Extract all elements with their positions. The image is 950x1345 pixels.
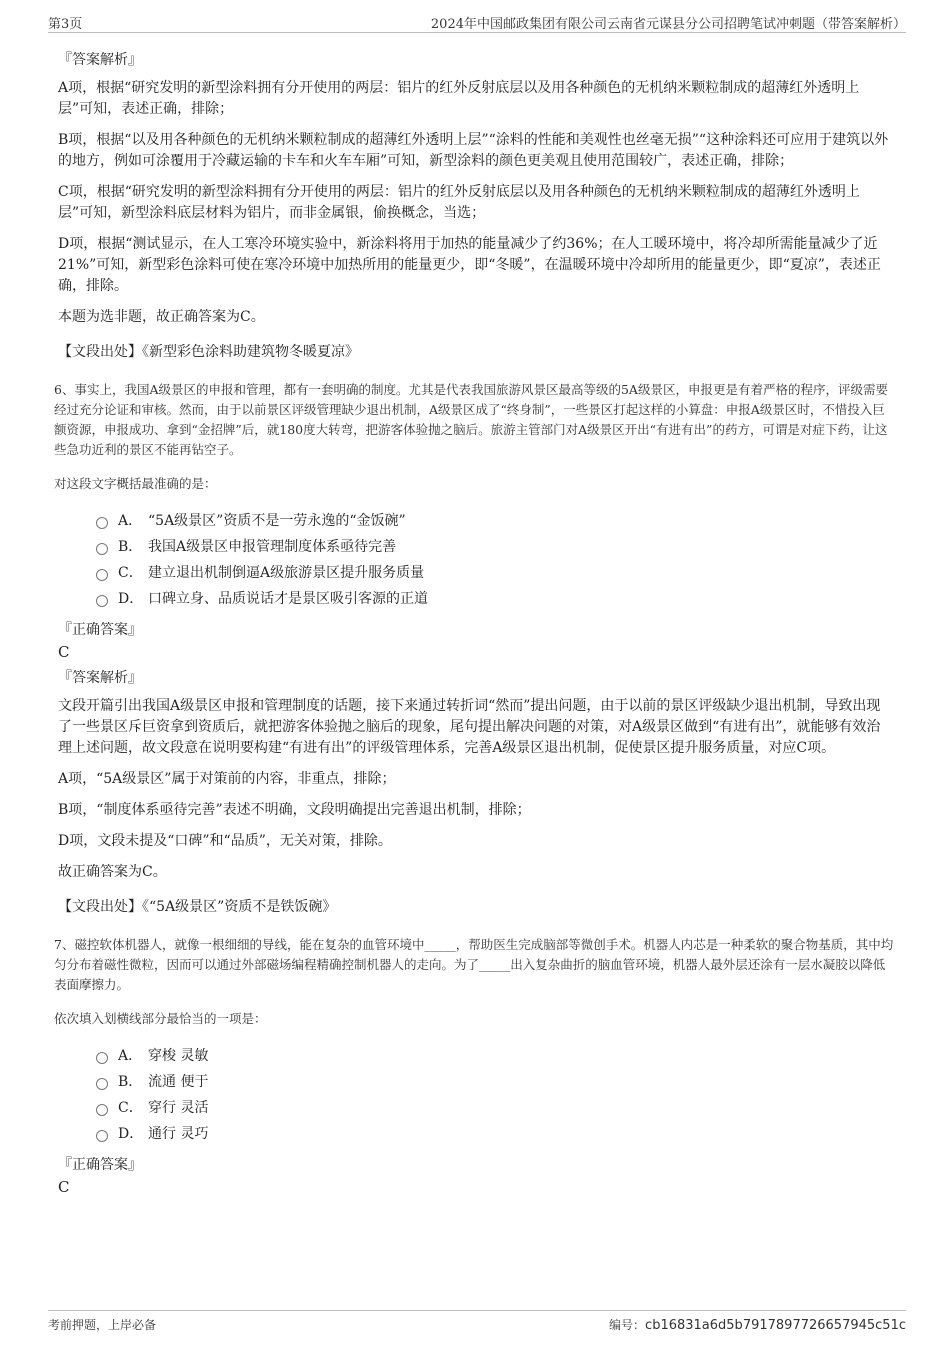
q5-analysis-paragraph: B项，根据“以及用各种颜色的无机纳米颗粒制成的超薄红外透明上层”“涂料的性能和美观性也丝毫无损”“这种涂料还可应用于建筑以外的地方，例如可涂覆用于冷藏运输的卡车和火车车厢”可知，新型涂料的颜色更美观且使用范围较广，表述正确，排除； bbox=[58, 132, 889, 169]
option-letter: C． bbox=[118, 565, 143, 581]
q7-question: 依次填入划横线部分最恰当的一项是： bbox=[54, 1011, 267, 1026]
q7-answer: C bbox=[58, 1178, 70, 1196]
option-letter: D． bbox=[118, 591, 144, 607]
q6-options bbox=[96, 508, 894, 612]
option-text: “5A级景区”资质不是一劳永逸的“金饭碗” bbox=[148, 513, 406, 529]
option-letter: D． bbox=[118, 1126, 144, 1142]
q5-analysis-paragraph: D项，根据“测试显示，在人工寒冷环境实验中，新涂料将用于加热的能量减少了约36%；在人工暖环境中，将冷却所需能量减少了近21%”可知，新型彩色涂料可使在寒冷环境中加热所用的能量更少，即“冬暖”，在温暖环境中冷却所用的能量更少，即“夏凉”，表述正确，排除。 bbox=[58, 236, 881, 294]
q5-analysis-paragraph: C项，根据“研究发明的新型涂料拥有分开使用的两层：铝片的红外反射底层以及用各种颜色的无机纳米颗粒制成的超薄红外透明上层”可知，新型涂料底层材料为铝片，而非金属银，偷换概念，当选； bbox=[58, 184, 860, 221]
q7-option-d[interactable] bbox=[96, 1121, 894, 1147]
q7-option-a[interactable] bbox=[96, 1043, 894, 1069]
option-text: 建立退出机制倒逼A级旅游景区提升服务质量 bbox=[148, 565, 425, 581]
q6-question: 对这段文字概括最准确的是： bbox=[54, 476, 217, 491]
option-text: 口碑立身、品质说话才是景区吸引客源的正道 bbox=[148, 591, 428, 607]
radio-icon[interactable] bbox=[96, 543, 108, 555]
q6-analysis-paragraph: D项，文段未提及“口碑”和“品质”，无关对策，排除。 bbox=[58, 833, 392, 849]
radio-icon[interactable] bbox=[96, 1104, 108, 1116]
q6-conclusion: 故正确答案为C。 bbox=[58, 864, 167, 880]
option-letter: C． bbox=[118, 1100, 143, 1116]
document-code bbox=[609, 1316, 906, 1333]
option-text: 穿行 灵活 bbox=[148, 1100, 209, 1116]
radio-icon[interactable] bbox=[96, 1130, 108, 1142]
q6-option-d[interactable] bbox=[96, 586, 894, 612]
option-text: 穿梭 灵敏 bbox=[148, 1048, 209, 1064]
page-number: 第3页 bbox=[48, 17, 83, 32]
q6-option-b[interactable] bbox=[96, 534, 894, 560]
q7-option-c[interactable] bbox=[96, 1095, 894, 1121]
radio-icon[interactable] bbox=[96, 517, 108, 529]
q6-answer-label: 『正确答案』 bbox=[58, 622, 142, 638]
q5-analysis-paragraph: A项，根据“研究发明的新型涂料拥有分开使用的两层：铝片的红外反射底层以及用各种颜色的无机纳米颗粒制成的超薄红外透明上层”可知，表述正确，排除； bbox=[58, 80, 860, 117]
q5-source: 【文段出处】《新型彩色涂料助建筑物冬暖夏凉》 bbox=[58, 344, 359, 360]
document-title: 2024年中国邮政集团有限公司云南省元谋县分公司招聘笔试冲刺题（带答案解析） bbox=[430, 17, 906, 32]
page-header bbox=[48, 10, 906, 33]
q6-analysis-paragraph: B项，“制度体系亟待完善”表述不明确，文段明确提出完善退出机制，排除； bbox=[58, 802, 531, 818]
q5-analysis-label: 『答案解析』 bbox=[58, 52, 142, 68]
option-letter: B． bbox=[118, 539, 143, 555]
option-letter: A． bbox=[118, 513, 143, 529]
option-text: 我国A级景区申报管理制度体系亟待完善 bbox=[148, 539, 397, 555]
page-footer bbox=[48, 1310, 906, 1335]
page-content bbox=[54, 50, 894, 1203]
radio-icon[interactable] bbox=[96, 1052, 108, 1064]
option-letter: A． bbox=[118, 1048, 143, 1064]
q6-answer: C bbox=[58, 643, 70, 661]
code-label: 编号： bbox=[609, 1318, 646, 1332]
q6-option-a[interactable] bbox=[96, 508, 894, 534]
q7-options bbox=[96, 1043, 894, 1147]
q7-option-b[interactable] bbox=[96, 1069, 894, 1095]
q5-conclusion: 本题为选非题，故正确答案为C。 bbox=[58, 309, 265, 325]
q7-answer-label: 『正确答案』 bbox=[58, 1157, 142, 1173]
option-text: 流通 便于 bbox=[148, 1074, 209, 1090]
q6-stem: 6、事实上，我国A级景区的申报和管理，都有一套明确的制度。尤其是代表我国旅游风景区最高等级的5A级景区，申报更是有着严格的程序，评级需要经过充分论证和审核。然而，由于以前景区评级管理缺少退出机制，A级景区成了“终身制”，一些景区打起这样的小算盘：申报A级景区时，不惜投入巨额资源，申报成功、拿到“金招牌”后，就180度大转弯，把游客体验抛之脑后。旅游主管部门对A级景区开出“有进有出”的药方，可谓是对症下药，让这些急功近利的景区不能再钻空子。 bbox=[54, 382, 888, 457]
radio-icon[interactable] bbox=[96, 569, 108, 581]
footer-slogan: 考前押题，上岸必备 bbox=[48, 1318, 157, 1332]
q6-analysis-paragraph: A项，“5A级景区”属于对策前的内容，非重点，排除； bbox=[58, 771, 396, 787]
radio-icon[interactable] bbox=[96, 1078, 108, 1090]
option-text: 通行 灵巧 bbox=[148, 1126, 209, 1142]
q6-source: 【文段出处】《“5A级景区”资质不是铁饭碗》 bbox=[58, 899, 337, 915]
radio-icon[interactable] bbox=[96, 595, 108, 607]
code-value: cb16831a6d5b7917897726657945c51c bbox=[645, 1318, 906, 1333]
q6-option-c[interactable] bbox=[96, 560, 894, 586]
q7-stem: 7、磁控软体机器人，就像一根细细的导线，能在复杂的血管环境中_____，帮助医生完成脑部等微创手术。机器人内芯是一种柔软的聚合物基质，其中均匀分布着磁性微粒，因而可以通过外部磁场编程精确控制机器人的走向。为了_____出入复杂曲折的脑血管环境，机器人最外层还涂有一层水凝胶以降低表面摩擦力。 bbox=[54, 937, 894, 992]
q6-analysis-label: 『答案解析』 bbox=[58, 670, 142, 686]
q6-analysis-paragraph: 文段开篇引出我国A级景区申报和管理制度的话题，接下来通过转折词“然而”提出问题，由于以前的景区评级缺少退出机制，导致出现了一些景区斥巨资拿到资质后，就把游客体验抛之脑后的现象，尾句提出解决问题的对策，对A级景区做到“有进有出”，就能够有效治理上述问题，故文段意在说明要构建“有进有出”的评级管理体系，完善A级景区退出机制，促使景区提升服务质量，对应C项。 bbox=[58, 698, 881, 756]
option-letter: B． bbox=[118, 1074, 143, 1090]
